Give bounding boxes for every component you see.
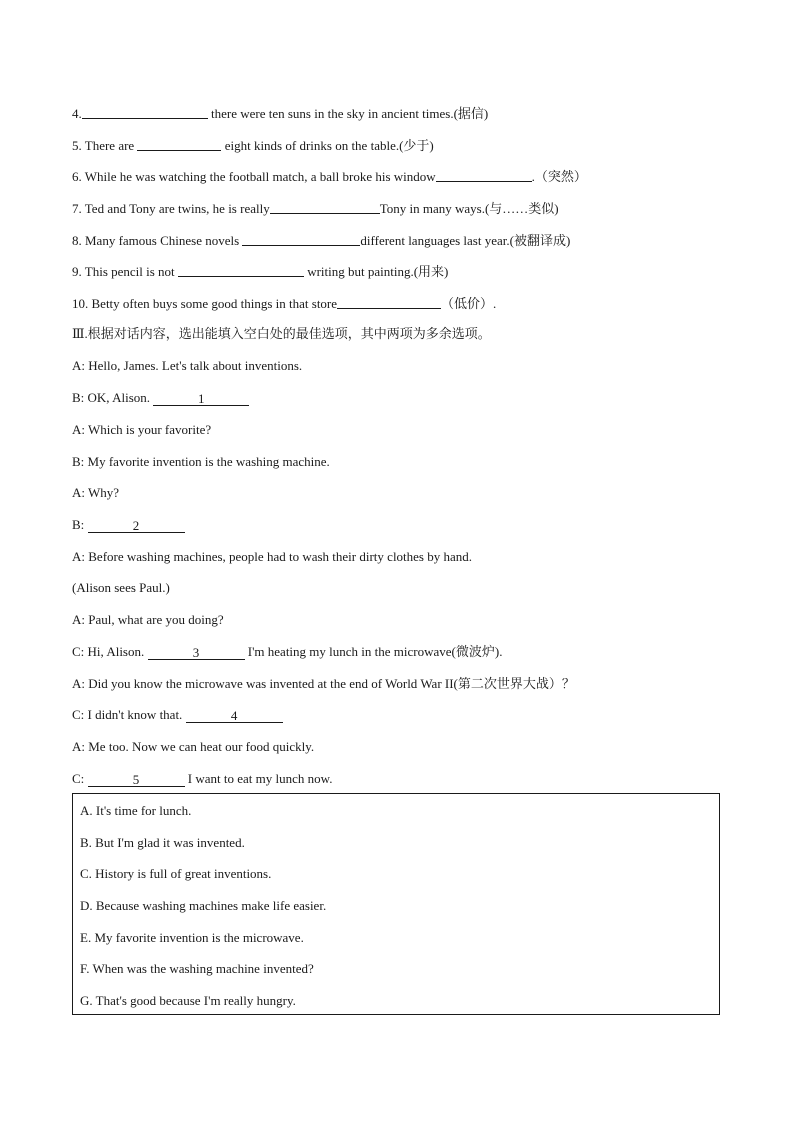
dialogue-blank[interactable]: 5 <box>88 773 185 787</box>
section-heading: Ⅲ.根据对话内容，选出能填入空白处的最佳选项，其中两项为多余选项。 <box>72 326 491 341</box>
dialogue-text-before: B: OK, Alison. <box>72 390 154 405</box>
dialogue-text-before: C: I didn't know that. <box>72 707 186 722</box>
exercise-text-after: different languages last year.(被翻译成) <box>360 233 571 248</box>
exercise-10 <box>72 294 496 313</box>
exercise-9 <box>72 262 448 281</box>
exercise-6 <box>72 167 587 186</box>
dialogue-line: A: Hello, James. Let's talk about inventions. <box>72 358 303 373</box>
option-c: C. History is full of great inventions. <box>80 866 272 881</box>
exercise-7 <box>72 199 559 218</box>
option-a: A. It's time for lunch. <box>80 803 192 818</box>
exercise-text-after: there were ten suns in the sky in ancient times.(据信) <box>207 106 489 121</box>
exercise-number: 4. <box>72 106 82 121</box>
dialogue-line: A: Before washing machines, people had to wash their dirty clothes by hand. <box>72 549 473 564</box>
dialogue-line <box>72 770 332 788</box>
option-f: F. When was the washing machine invented? <box>80 961 314 976</box>
dialogue-line <box>72 706 283 724</box>
dialogue-text-before: C: <box>72 771 88 786</box>
dialogue-line: A: Did you know the microwave was invented at the end of World War II(第二次世界大战）？ <box>72 676 575 691</box>
dialogue-blank[interactable]: 2 <box>88 519 185 533</box>
exercise-text-after: Tony in many ways.(与……类似) <box>379 201 559 216</box>
dialogue-text-after: I want to eat my lunch now. <box>184 771 333 786</box>
dialogue-text-after: I'm heating my lunch in the microwave(微波炉). <box>244 644 503 659</box>
exercise-text-after: .（突然） <box>531 169 587 184</box>
dialogue-line <box>72 516 185 534</box>
dialogue-text-before: C: Hi, Alison. <box>72 644 148 659</box>
dialogue-line <box>72 389 249 407</box>
dialogue-line <box>72 643 502 661</box>
answer-blank[interactable] <box>270 200 380 214</box>
exercise-text-before: Betty often buys some good things in that store <box>88 296 338 311</box>
dialogue-line: A: Which is your favorite? <box>72 422 212 437</box>
exercise-8 <box>72 231 570 250</box>
options-box <box>72 793 720 1015</box>
dialogue-line: A: Paul, what are you doing? <box>72 612 224 627</box>
exercise-text-before: Many famous Chinese novels <box>81 233 243 248</box>
dialogue-text-before: B: <box>72 517 88 532</box>
answer-blank[interactable] <box>137 137 221 151</box>
answer-blank[interactable] <box>242 232 360 246</box>
option-d: D. Because washing machines make life easier. <box>80 898 327 913</box>
answer-blank[interactable] <box>178 263 304 277</box>
answer-blank[interactable] <box>82 105 208 119</box>
exercise-text-before: There are <box>81 138 138 153</box>
dialogue-blank[interactable]: 4 <box>186 709 283 723</box>
dialogue-blank[interactable]: 1 <box>153 392 249 406</box>
exercise-text-before: This pencil is not <box>81 264 178 279</box>
exercise-text-after: eight kinds of drinks on the table.(少于) <box>221 138 434 153</box>
exercise-text-after: （低价）. <box>441 296 497 311</box>
dialogue-line: A: Why? <box>72 485 120 500</box>
dialogue-line: A: Me too. Now we can heat our food quickly. <box>72 739 315 754</box>
exercise-number: 9. <box>72 264 82 279</box>
dialogue-line: B: My favorite invention is the washing machine. <box>72 454 330 469</box>
exercise-text-before: Ted and Tony are twins, he is really <box>81 201 270 216</box>
answer-blank[interactable] <box>436 168 532 182</box>
option-b: B. But I'm glad it was invented. <box>80 835 245 850</box>
dialogue-line: (Alison sees Paul.) <box>72 580 170 595</box>
option-e: E. My favorite invention is the microwave. <box>80 930 304 945</box>
exercise-5 <box>72 136 434 155</box>
exercise-text-before: While he was watching the football match, a ball broke his window <box>81 169 436 184</box>
exercise-number: 7. <box>72 201 82 216</box>
dialogue-blank[interactable]: 3 <box>148 646 245 660</box>
exercise-number: 10. <box>72 296 89 311</box>
exercise-text-after: writing but painting.(用来) <box>303 264 449 279</box>
answer-blank[interactable] <box>337 295 441 309</box>
exercise-number: 8. <box>72 233 82 248</box>
exercise-number: 6. <box>72 169 82 184</box>
exercise-4 <box>72 104 488 123</box>
exercise-number: 5. <box>72 138 82 153</box>
option-g: G. That's good because I'm really hungry. <box>80 993 296 1008</box>
